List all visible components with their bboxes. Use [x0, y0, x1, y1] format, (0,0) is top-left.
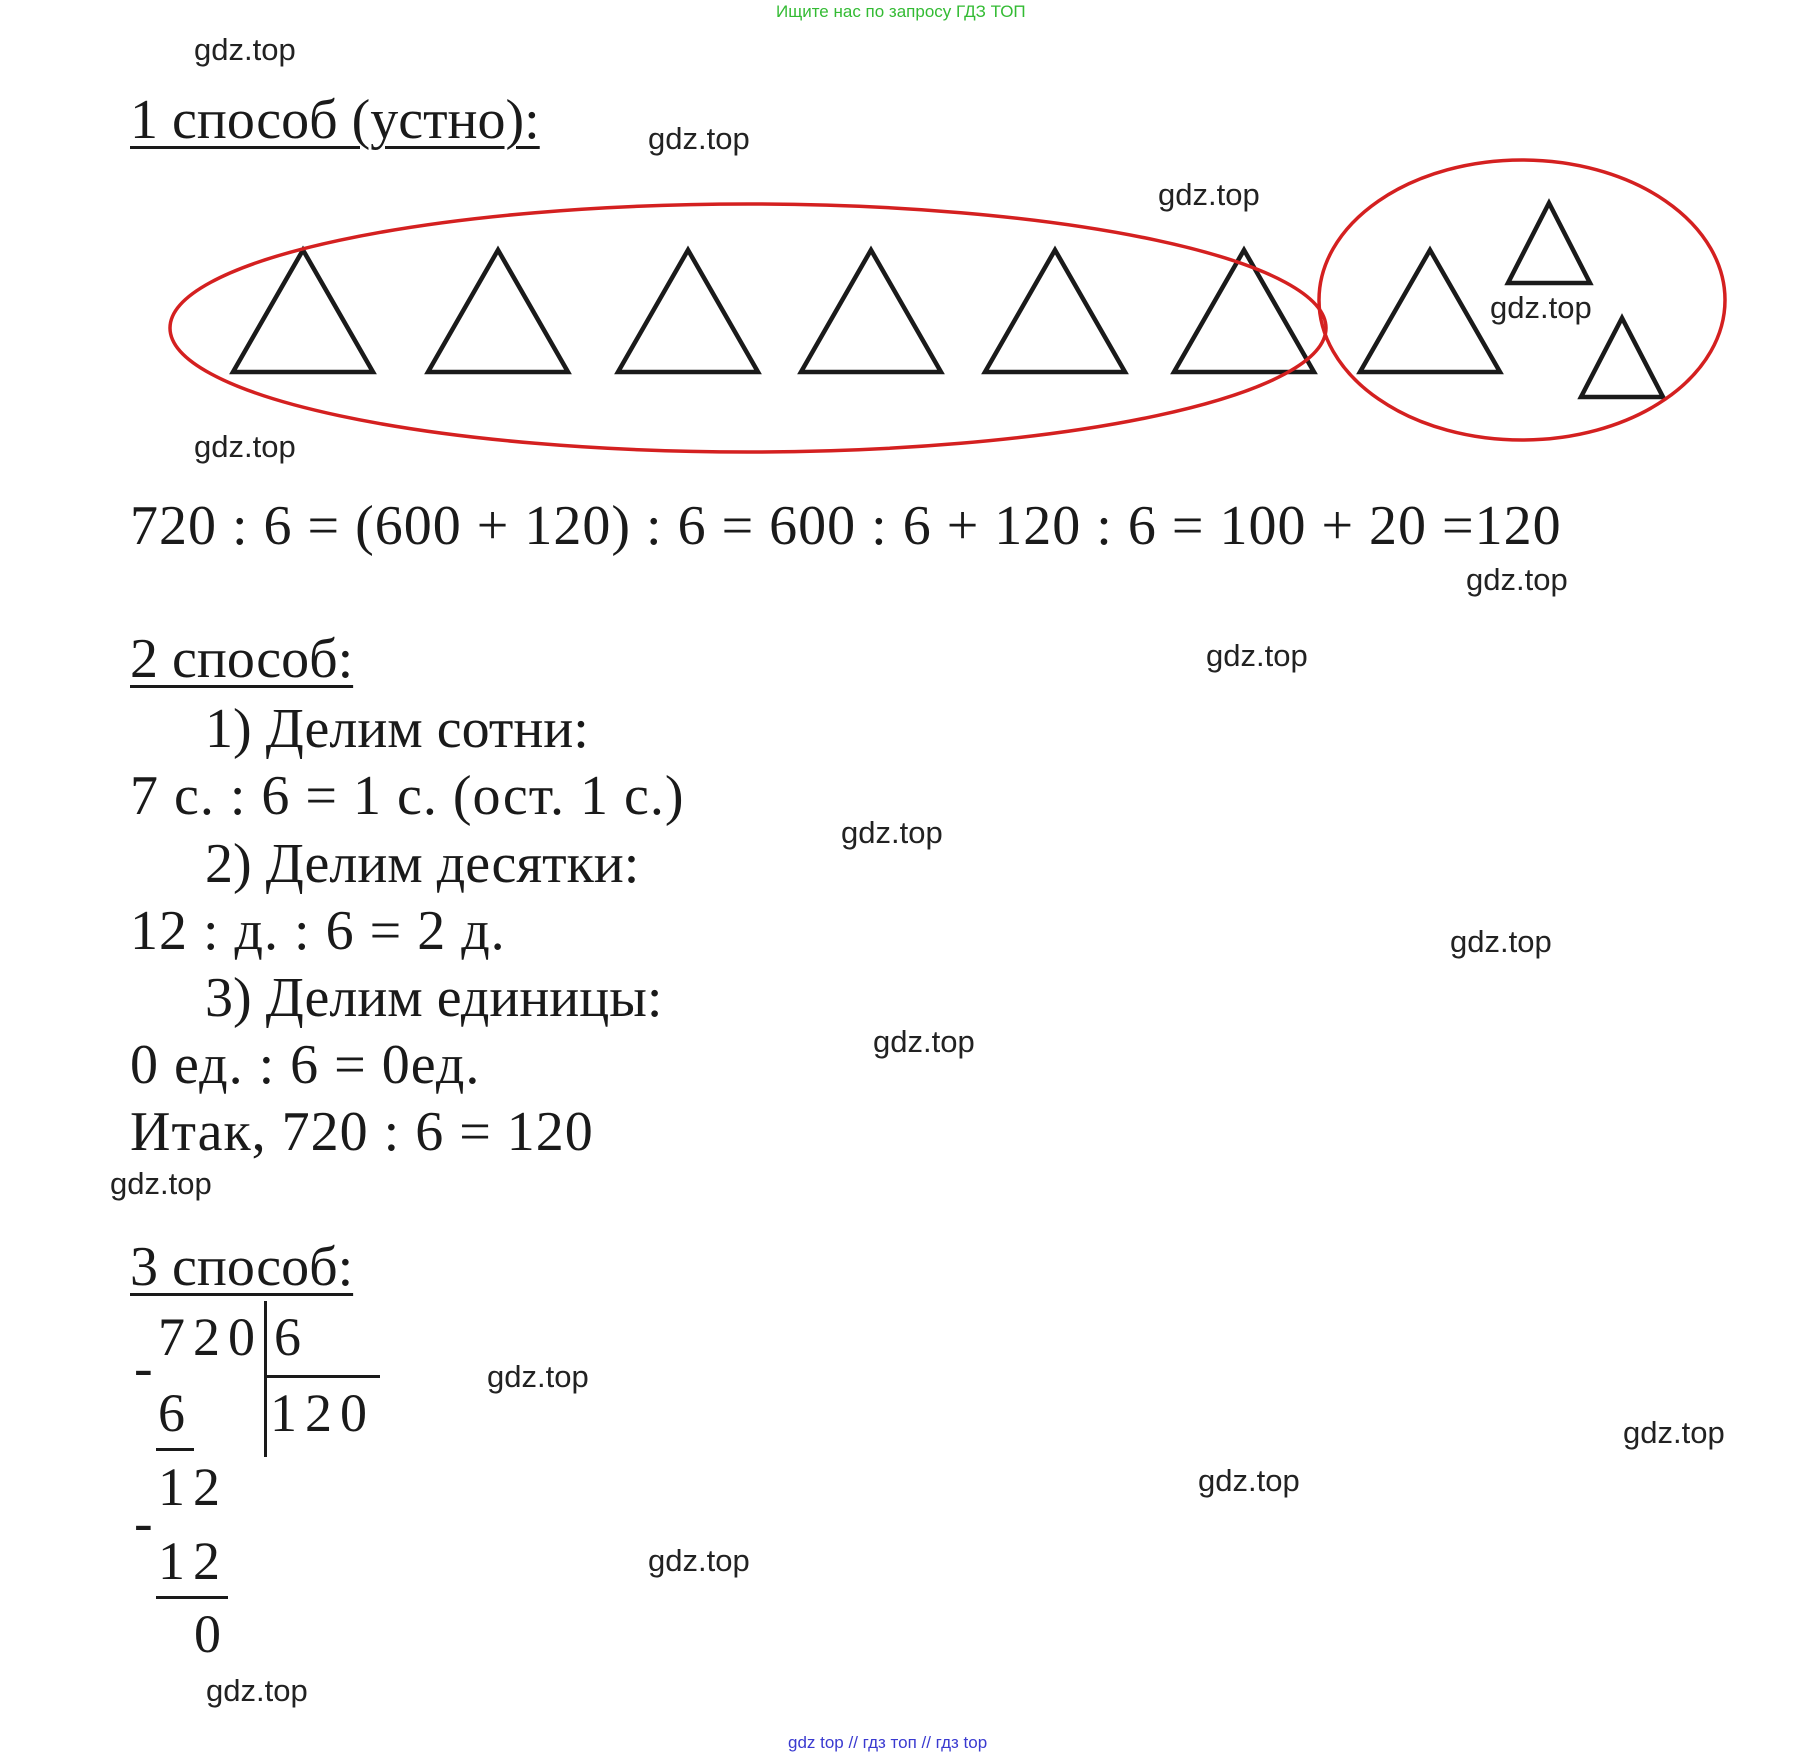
division-vertical-line	[264, 1301, 267, 1457]
step2-calc: 12 : д. : 6 = 2 д.	[130, 900, 506, 962]
quotient: 120	[270, 1383, 375, 1443]
minus-sign: -	[134, 1337, 153, 1399]
triangle	[1360, 250, 1500, 372]
watermark: gdz.top	[648, 121, 750, 156]
triangle	[618, 250, 758, 372]
top-banner: Ищите нас по запросу ГДЗ ТОП	[776, 2, 1026, 21]
underline-2	[156, 1596, 228, 1599]
watermark: gdz.top	[1490, 290, 1592, 325]
watermark: gdz.top	[1206, 638, 1308, 673]
triangle	[1508, 203, 1590, 283]
watermark: gdz.top	[194, 429, 296, 464]
triangles-diagram	[0, 150, 1804, 470]
large-ellipse	[170, 204, 1326, 452]
method1-heading: 1 способ (устно):	[130, 89, 540, 151]
step1-title: 1) Делим сотни:	[205, 698, 589, 760]
watermark: gdz.top	[1450, 924, 1552, 959]
remainder-1: 12	[158, 1457, 228, 1517]
underline-1	[156, 1448, 194, 1451]
division-horizontal-line	[266, 1375, 380, 1378]
step3-calc: 0 ед. : 6 = 0ед.	[130, 1034, 481, 1096]
final-remainder: 0	[194, 1604, 229, 1664]
step2-title: 2) Делим десятки:	[205, 833, 640, 895]
method2-result: Итак, 720 : 6 = 120	[130, 1101, 594, 1163]
triangle	[985, 250, 1125, 372]
watermark: gdz.top	[1198, 1463, 1300, 1498]
method2-heading: 2 способ:	[130, 628, 354, 690]
watermark: gdz.top	[206, 1673, 308, 1708]
minus-sign: -	[134, 1492, 153, 1554]
watermark: gdz.top	[1623, 1415, 1725, 1450]
watermark: gdz.top	[841, 815, 943, 850]
watermark: gdz.top	[1466, 562, 1568, 597]
method1-equation: 720 : 6 = (600 + 120) : 6 = 600 : 6 + 120 : 6 = 100 + 20 =120	[130, 495, 1562, 557]
watermark: gdz.top	[194, 32, 296, 67]
step1-calc: 7 с. : 6 = 1 с. (ост. 1 с.)	[130, 765, 685, 827]
divisor: 6	[274, 1307, 309, 1367]
watermark: gdz.top	[487, 1359, 589, 1394]
watermark: gdz.top	[648, 1543, 750, 1578]
watermark: gdz.top	[873, 1024, 975, 1059]
triangle	[1174, 250, 1314, 372]
triangle	[1581, 318, 1663, 397]
dividend: 720	[158, 1307, 263, 1367]
triangle	[428, 250, 568, 372]
subtrahend-2: 12	[158, 1531, 228, 1591]
small-ellipse	[1319, 160, 1725, 440]
watermark: gdz.top	[1158, 177, 1260, 212]
bottom-banner: gdz top // гдз топ // гдз top	[788, 1733, 988, 1752]
watermark: gdz.top	[110, 1166, 212, 1201]
step3-title: 3) Делим единицы:	[205, 967, 663, 1029]
subtrahend-1: 6	[158, 1383, 193, 1443]
method3-heading: 3 способ:	[130, 1236, 354, 1298]
triangle-group	[233, 203, 1663, 397]
triangle	[233, 250, 373, 372]
triangle	[801, 250, 941, 372]
